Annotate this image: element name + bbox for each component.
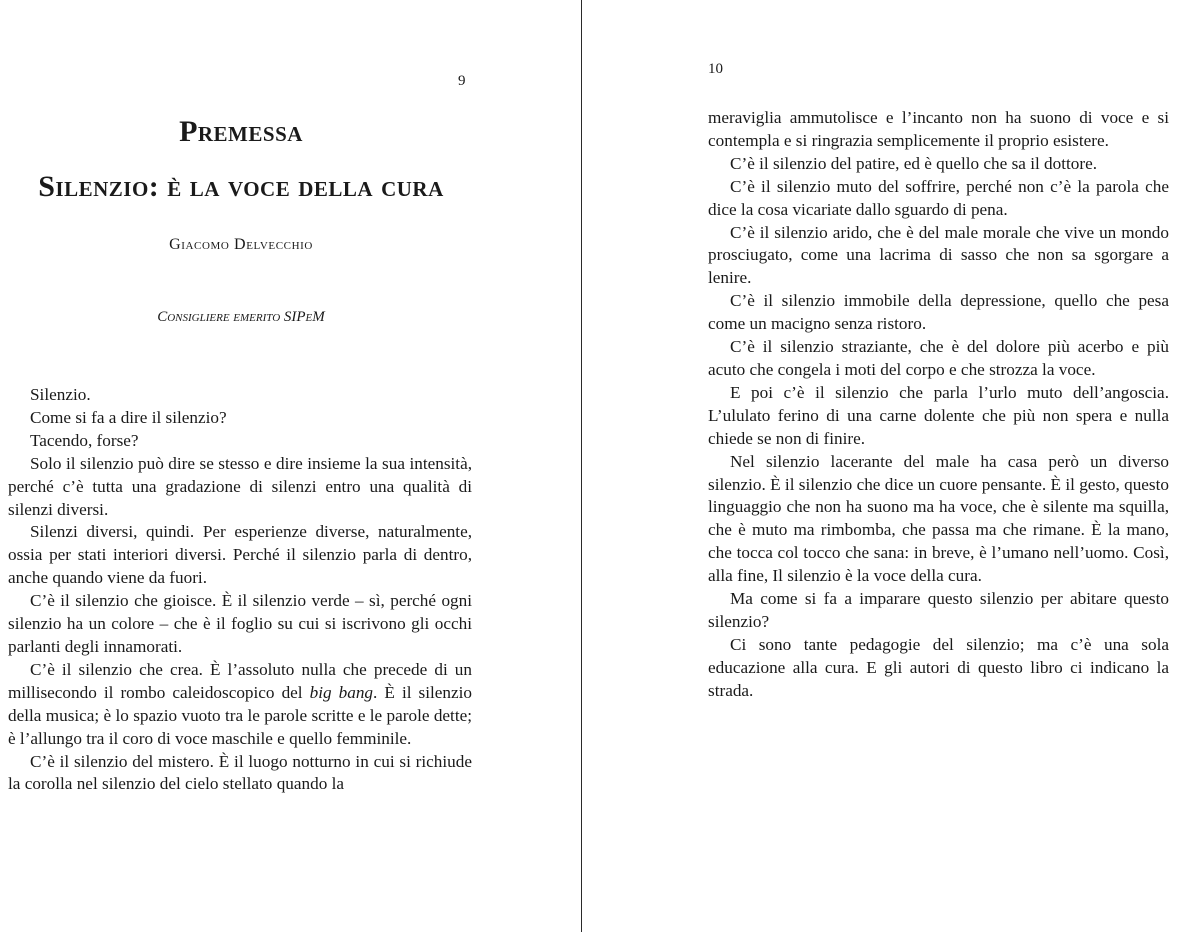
paragraph: C’è il silenzio muto del soffrire, perché non c’è la parola che dice la cosa vicariate dallo sguardo di pena. <box>708 176 1169 219</box>
paragraph: Ci sono tante pedagogie del silenzio; ma c’è una sola educazione alla cura. E gli autori di questo libro ci indicano la strada. <box>708 634 1169 700</box>
body-text <box>8 384 472 796</box>
paragraph: Nel silenzio lacerante del male ha casa però un diverso silenzio. È il silenzio che dice un cuore pensante. È il gesto, questo linguaggio che non ha suono ma ha voce, che è silente ma squilla, che è muto ma rimbomba, che passa ma che rimane. È la mano, che tocca col tocco che sana: in breve, è l’umano nell’uomo. Così, alla fine, Il silenzio è la voce della cura. <box>708 451 1169 586</box>
paragraph: C’è il silenzio arido, che è del male morale che vive un mondo prosciugato, come una lacrima di sasso che non sa sgorgare a lenire. <box>708 222 1169 288</box>
paragraph: Tacendo, forse? <box>30 430 139 450</box>
left-page <box>0 0 580 932</box>
paragraph: C’è il silenzio straziante, che è del dolore più acerbo e più acuto che congela i moti del corpo e che strozza la voce. <box>708 337 1169 379</box>
paragraph: C’è il silenzio del patire, ed è quello che sa il dottore. <box>730 153 1098 173</box>
chapter-subtitle: Silenzio: è la voce della cura <box>38 170 444 203</box>
paragraph: E poi c’è il silenzio che parla l’urlo muto dell’angoscia. L’ululato ferino di una carne dolente che più non spera e nulla chiede se non di finire. <box>708 382 1169 448</box>
chapter-title: Premessa <box>179 115 303 148</box>
right-page <box>584 0 1200 932</box>
page-number: 10 <box>708 61 723 77</box>
page-gutter-divider <box>581 0 582 932</box>
paragraph: Silenzio. <box>30 385 91 404</box>
author-name: Giacomo Delvecchio <box>169 236 313 253</box>
paragraph: Come si fa a dire il silenzio? <box>30 407 227 427</box>
author-affiliation: Consigliere emerito SIPeM <box>157 309 325 325</box>
paragraph: Ma come si fa a imparare questo silenzio per abitare questo silenzio? <box>708 589 1169 631</box>
paragraph: Solo il silenzio può dire se stesso e dire insieme la sua intensità, perché c’è tutta una gradazione di silenzi entro una qualità di silenzi diversi. <box>8 453 472 519</box>
page-number: 9 <box>458 73 466 89</box>
paragraph <box>8 659 472 751</box>
paragraph: C’è il silenzio immobile della depressione, quello che pesa come un macigno senza ristoro. <box>708 291 1169 334</box>
paragraph: C’è il silenzio che gioisce. È il silenzio verde – sì, perché ogni silenzio ha un colore – che è il foglio su cui si iscrivono gli occhi parlanti degli innamorati. <box>8 591 472 656</box>
paragraph: Silenzi diversi, quindi. Per esperienze diverse, naturalmente, ossia per stati interiori diversi. Perché il silenzio parla di dentro, anche quando viene da fuori. <box>8 522 472 588</box>
body-text <box>708 107 1169 703</box>
emphasis-text: big bang <box>309 682 374 702</box>
paragraph-text: C’è il silenzio che crea. È l’assoluto nulla che precede di un millisecondo il rombo caleidoscopico del <box>8 659 472 702</box>
paragraph: C’è il silenzio del mistero. È il luogo notturno in cui si richiude la corolla nel silenzio del cielo stellato quando la <box>8 751 472 794</box>
paragraph-text: . È il silenzio della musica; è lo spazio vuoto tra le parole scritte e le parole dette; è l’allungo tra il coro di voce maschile e quello femminile. <box>8 682 473 748</box>
paragraph-continuation: meraviglia ammutolisce e l’incanto non ha suono di voce e si contempla e si ringrazia semplicemente il proprio esistere. <box>708 108 1169 150</box>
